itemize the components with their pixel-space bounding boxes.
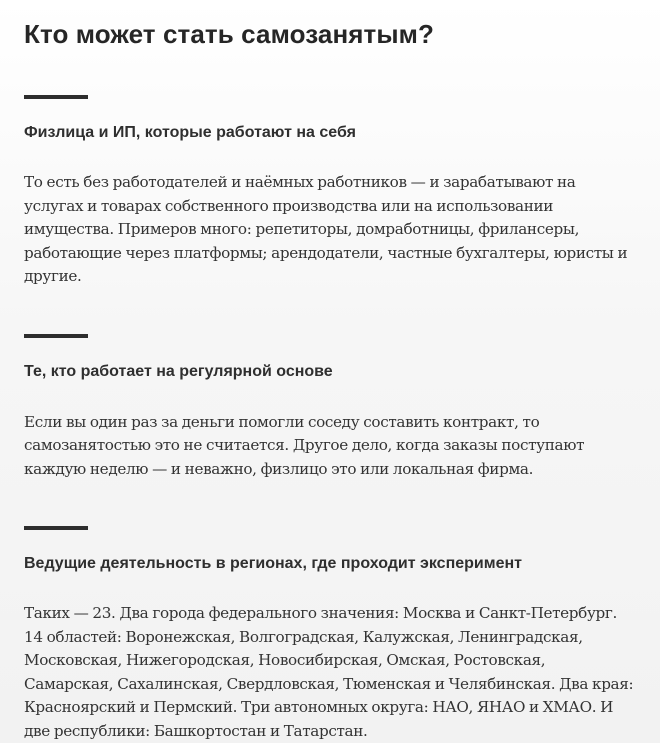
section-body: Если вы один раз за деньги помогли соседу составить контракт, то самозанятостью это не считается. Другое дело, когда заказы поступают каждую неделю — и неважно, физлицо это или локальная фирма. — [24, 412, 585, 478]
section-divider — [24, 334, 88, 338]
section-heading: Ведущие деятельность в регионах, где проходит эксперимент — [24, 555, 522, 572]
page-title: Кто может стать самозанятым? — [24, 19, 434, 49]
section-body: Таких — 23. Два города федерального значения: Москва и Санкт-Петербург. 14 областей: Воронежская, Волгоградская, Калужская, Ленинградская, Московская, Нижегородская, Новосибирская, Омская, Ростовская, Самарская, Сахалинская, Свердловская, Тюменская и Челябинская. Два края: Красноярский и Пермский. Три автономных округа: НАО, ЯНАО и ХМАО. И две республики: Башкортостан и Татарстан. — [24, 604, 634, 740]
section-heading: Физлица и ИП, которые работают на себя — [24, 124, 356, 141]
section-divider — [24, 526, 88, 530]
section-freelancers — [24, 95, 634, 289]
section-divider — [24, 95, 88, 99]
section-body: То есть без работодателей и наёмных работников — и зарабатывают на услугах и товарах собственного производства или на использовании имущества. Примеров много: репетиторы, домработницы, фрилансеры, работающие через платформы; арендодатели, частные бухгалтеры, юристы и другие. — [24, 173, 628, 285]
section-regions — [24, 526, 634, 743]
section-heading: Те, кто работает на регулярной основе — [24, 362, 333, 380]
section-regular-basis — [24, 334, 634, 482]
